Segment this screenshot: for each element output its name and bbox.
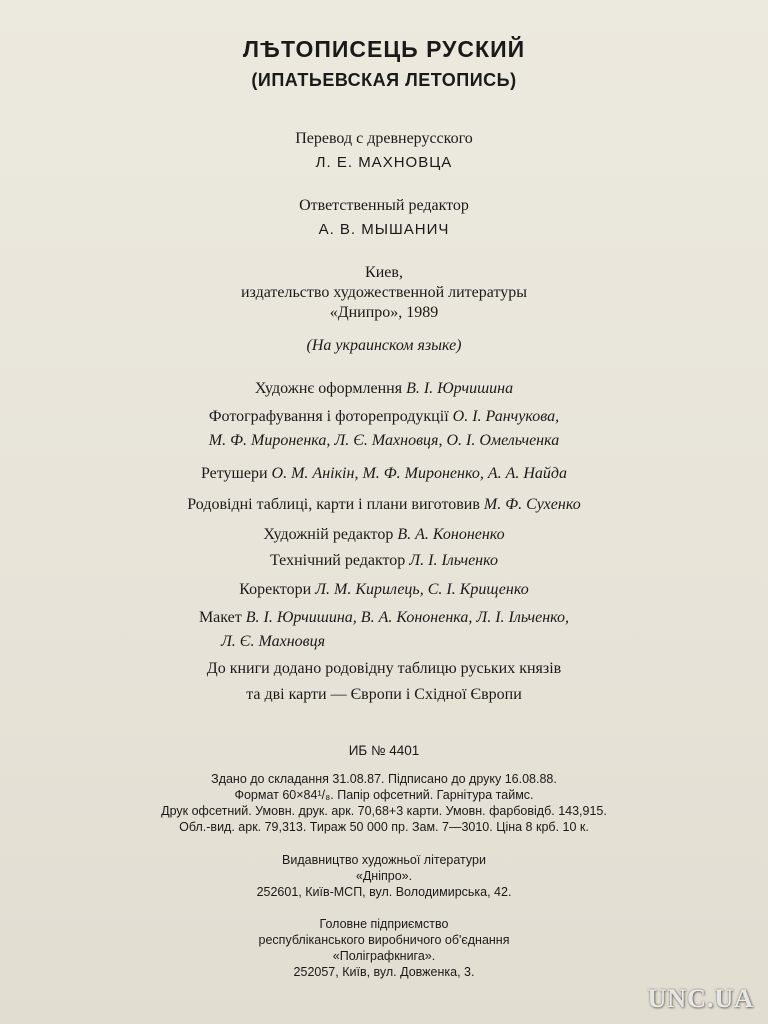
- credit-layout-names-2: Л. Є. Махновця: [220, 633, 326, 650]
- credit-proof-label: Коректори: [239, 581, 312, 598]
- publisher-house: издательство художественной литературы: [240, 284, 527, 301]
- credit-design-label: Художнє оформлення: [254, 380, 403, 397]
- book-subtitle: (ИПАТЬЕВСКАЯ ЛЕТОПИСЬ): [251, 70, 517, 90]
- credit-proof: [0, 580, 768, 600]
- credit-photo: [0, 407, 768, 427]
- publisher-ua-line-2: «Дніпро».: [355, 869, 413, 883]
- credit-tables: [0, 495, 768, 515]
- credit-photo-names: М. Ф. Мироненка, Л. Є. Махновця, О. І. Омельченка: [208, 432, 560, 449]
- translator-name: Л. Е. МАХНОВЦА: [315, 154, 453, 171]
- publisher-ua-line-3: 252601, Київ-МСП, вул. Володимирська, 42.: [256, 885, 512, 899]
- print-data-line-1: Здано до складання 31.08.87. Підписано до друку 16.08.88.: [211, 772, 557, 786]
- credit-retouch: [0, 464, 768, 484]
- credit-tech-editor-label: Технічний редактор: [270, 552, 406, 569]
- language-note: (На украинском языке): [306, 337, 462, 354]
- addendum-line-1: До книги додано родовідну таблицю руських князів: [206, 660, 562, 677]
- print-data-line-3: Друк офсетний. Умовн. друк. арк. 70,68+3 карти. Умовн. фарбовідб. 143,915.: [161, 804, 607, 818]
- publisher-ua-line-1: Видавництво художньої літератури: [282, 853, 486, 867]
- credit-tech-editor: [0, 551, 768, 571]
- ib-number: ИБ № 4401: [348, 743, 420, 758]
- print-data-line-4: Обл.-вид. арк. 79,313. Тираж 50 000 пр. Зам. 7—3010. Ціна 8 крб. 10 к.: [179, 820, 589, 834]
- credit-tech-editor-name: Л. І. Ільченко: [409, 552, 498, 569]
- credit-tables-name: М. Ф. Сухенко: [483, 496, 581, 513]
- addendum-line-2: та дві карти — Європи і Східної Європи: [246, 686, 522, 703]
- printer-line-4: 252057, Київ, вул. Довженка, 3.: [293, 965, 475, 979]
- credit-layout-names: В. І. Юрчишина, В. А. Кононенка, Л. І. Ільченко,: [245, 609, 570, 626]
- credit-art-editor: [0, 525, 768, 545]
- publisher-city: Киев,: [365, 264, 403, 281]
- credit-tables-label: Родовідні таблиці, карти і плани виготовив: [187, 496, 480, 513]
- credit-retouch-names: О. М. Анікін, М. Ф. Мироненко, А. А. Найда: [271, 465, 568, 482]
- credit-layout: [0, 608, 768, 628]
- credit-design-name: В. І. Юрчишина: [406, 380, 514, 397]
- site-watermark: UNC.UA: [647, 984, 754, 1013]
- credit-photo-label: Фотографування і фоторепродукції: [208, 408, 449, 425]
- editor-name: А. В. МЫШАНИЧ: [318, 221, 450, 238]
- editor-label: Ответственный редактор: [299, 197, 469, 214]
- credit-art-editor-label: Художній редактор: [263, 526, 394, 543]
- print-data-line-2: Формат 60×84¹/₈. Папір офсетний. Гарнітура таймс.: [234, 788, 534, 802]
- printer-line-2: республіканського виробничого об'єднання: [258, 933, 510, 947]
- credit-layout-label: Макет: [198, 609, 242, 626]
- credit-design: [0, 379, 768, 399]
- publisher-name-year: «Днипро», 1989: [329, 304, 439, 321]
- credit-photo-name: О. І. Ранчукова,: [452, 408, 560, 425]
- printer-line-3: «Поліграфкнига».: [332, 949, 436, 963]
- credit-retouch-label: Ретушери: [200, 465, 268, 482]
- book-title: ЛѢТОПИСЕЦЬ РУСКИЙ: [242, 36, 526, 62]
- translation-label: Перевод с древнерусского: [295, 130, 473, 147]
- credit-proof-names: Л. М. Кирилець, С. І. Крищенко: [315, 581, 529, 598]
- printer-line-1: Головне підприємство: [319, 917, 449, 931]
- credit-art-editor-name: В. А. Кононенко: [397, 526, 505, 543]
